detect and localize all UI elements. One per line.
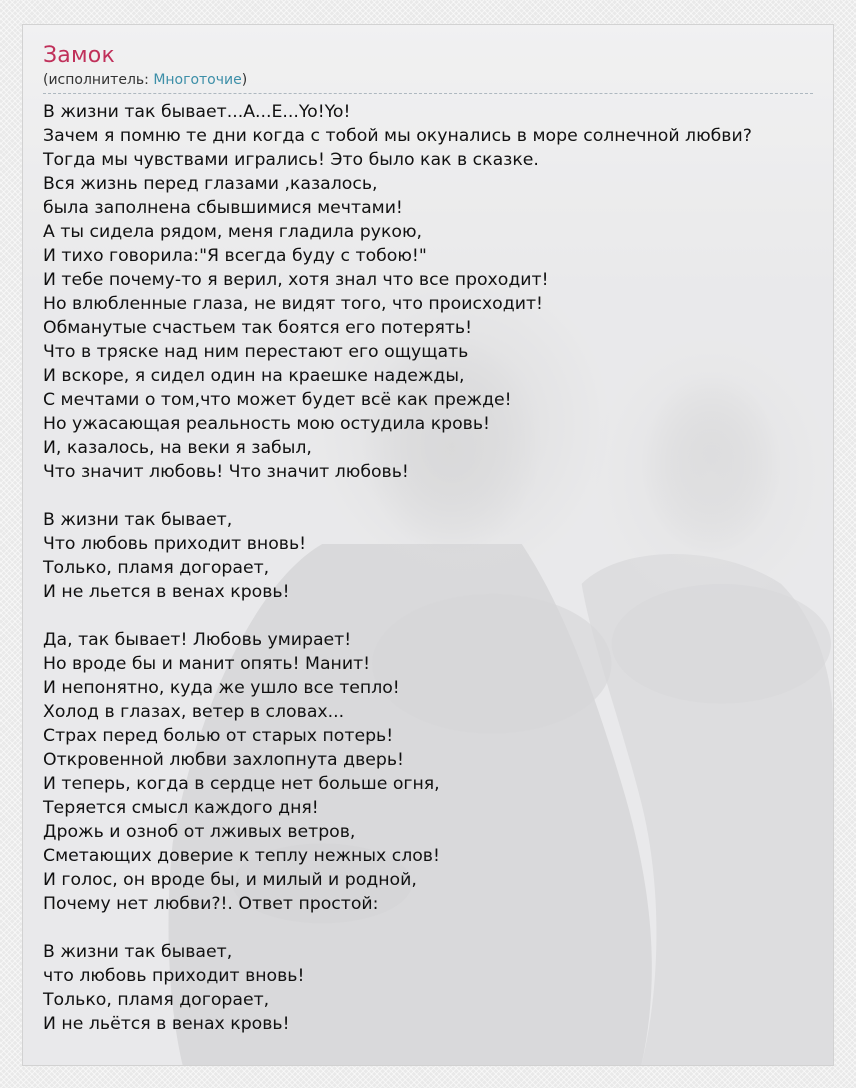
lyric-line: И теперь, когда в сердце нет больше огня, <box>43 774 440 794</box>
lyric-line: С мечтами о том,что может будет всё как прежде! <box>43 390 512 410</box>
lyric-line: Откровенной любви захлопнута дверь! <box>43 750 404 770</box>
lyric-line: Только, пламя догорает, <box>43 990 270 1010</box>
performer-link[interactable]: Многоточие <box>153 72 242 88</box>
lyric-line: Но ужасающая реальность мою остудила кровь! <box>43 414 490 434</box>
lyrics-content <box>23 25 833 1036</box>
lyric-line: что любовь приходит вновь! <box>43 966 305 986</box>
lyric-line: Что любовь приходит вновь! <box>43 534 307 554</box>
lyric-line: И не льется в венах кровь! <box>43 582 290 602</box>
title-divider <box>43 93 813 94</box>
lyric-line: Страх перед болью от старых потерь! <box>43 726 394 746</box>
lyrics-card <box>22 24 834 1066</box>
lyric-line: Зачем я помню те дни когда с тобой мы окунались в море солнечной любви? <box>43 126 752 146</box>
lyric-line: Что значит любовь! Что значит любовь! <box>43 462 409 482</box>
performer-prefix: (исполнитель: <box>43 72 154 88</box>
lyric-line: И, казалось, на веки я забыл, <box>43 438 312 458</box>
lyric-line: А ты сидела рядом, меня гладила рукою, <box>43 222 422 242</box>
lyric-line: Тогда мы чувствами игрались! Это было как в сказке. <box>43 150 539 170</box>
stanza <box>43 100 833 484</box>
lyric-line: В жизни так бывает, <box>43 510 233 530</box>
lyric-line: Только, пламя догорает, <box>43 558 270 578</box>
lyric-line: Но вроде бы и манит опять! Манит! <box>43 654 371 674</box>
performer-suffix: ) <box>241 72 248 88</box>
lyric-line: Что в тряске над ним перестают его ощущать <box>43 342 469 362</box>
lyric-line: И вскоре, я сидел один на краешке надежды, <box>43 366 465 386</box>
lyric-line: Холод в глазах, ветер в словах... <box>43 702 345 722</box>
lyric-line: В жизни так бывает...А...Е...Yo!Yo! <box>43 102 351 122</box>
lyric-line: Вся жизнь перед глазами ,казалось, <box>43 174 378 194</box>
lyric-line: И тихо говорила:"Я всегда буду с тобою!" <box>43 246 427 266</box>
stanza <box>43 628 833 916</box>
lyrics-text <box>43 100 833 1036</box>
lyric-line: В жизни так бывает, <box>43 942 233 962</box>
stanza <box>43 508 833 604</box>
lyric-line: Обманутые счастьем так боятся его потерять! <box>43 318 473 338</box>
song-title: Замок <box>43 43 115 68</box>
stanza <box>43 940 833 1036</box>
lyric-line: Дрожь и озноб от лживых ветров, <box>43 822 356 842</box>
lyric-line: Сметающих доверие к теплу нежных слов! <box>43 846 440 866</box>
lyric-line: И не льётся в венах кровь! <box>43 1014 290 1034</box>
lyric-line: Но влюбленные глаза, не видят того, что происходит! <box>43 294 543 314</box>
lyric-line: Да, так бывает! Любовь умирает! <box>43 630 352 650</box>
lyric-line: И непонятно, куда же ушло все тепло! <box>43 678 400 698</box>
lyric-line: Теряется смысл каждого дня! <box>43 798 319 818</box>
lyric-line: И голос, он вроде бы, и милый и родной, <box>43 870 417 890</box>
lyric-line: была заполнена сбывшимися мечтами! <box>43 198 403 218</box>
lyric-line: И тебе почему-то я верил, хотя знал что все проходит! <box>43 270 549 290</box>
performer-line <box>43 71 833 89</box>
lyric-line: Почему нет любви?!. Ответ простой: <box>43 894 379 914</box>
